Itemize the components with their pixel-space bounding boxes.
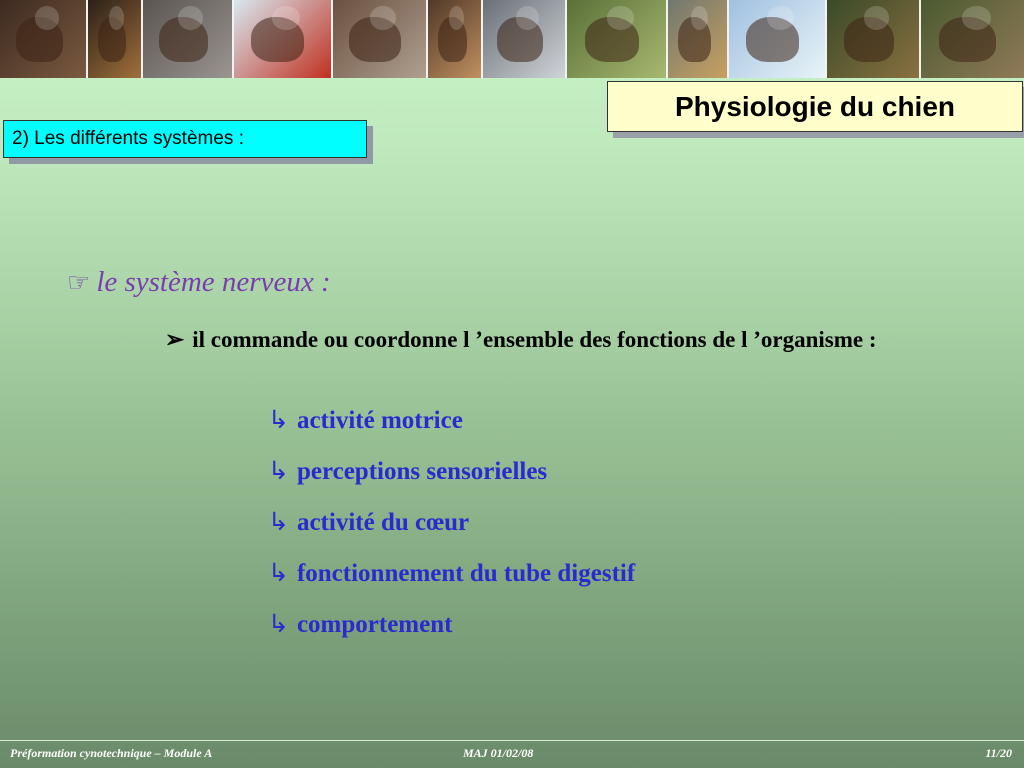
- arrowhead-bullet-icon: ➢: [165, 327, 185, 352]
- collapsed-building-photo: [143, 0, 234, 78]
- section-label-box: [3, 120, 367, 158]
- photo-strip: [0, 0, 1024, 78]
- topic-description: [165, 323, 885, 356]
- list-item: ↳ activité du cœur: [268, 509, 470, 536]
- curved-arrow-icon: ↳: [268, 509, 289, 536]
- field-search-photo: [567, 0, 668, 78]
- slide-title-box: [607, 81, 1023, 132]
- dog-training-photo: [428, 0, 482, 78]
- footer-divider: [0, 740, 1024, 741]
- debris-search-photo: [921, 0, 1024, 78]
- section-label: 2) Les différents systèmes :: [12, 128, 244, 149]
- avalanche-rescue-photo: [729, 0, 828, 78]
- curved-arrow-icon: ↳: [268, 407, 289, 434]
- rubble-search-dog-photo: [0, 0, 88, 78]
- rope-rescue-photo: [234, 0, 333, 78]
- slide-title: Physiologie du chien: [674, 90, 956, 122]
- topic-description-text: il commande ou coordonne l ’ensemble des fonctions de l ’organisme :: [192, 327, 877, 352]
- pointing-hand-icon: ☞: [67, 268, 91, 297]
- curved-arrow-icon: ↳: [268, 611, 289, 638]
- list-item: ↳ comportement: [268, 611, 453, 638]
- helicopter-photo: [483, 0, 568, 78]
- curved-arrow-icon: ↳: [268, 458, 289, 485]
- topic-heading: [67, 266, 331, 299]
- list-item: ↳ fonctionnement du tube digestif: [268, 560, 636, 587]
- footer-page-number: 11/20: [985, 746, 1012, 760]
- function-list: [268, 405, 635, 660]
- list-item: ↳ activité motrice: [268, 407, 463, 434]
- malinois-dog-photo: [668, 0, 729, 78]
- list-item: ↳ perceptions sensorielles: [268, 458, 548, 485]
- footer-date: MAJ 01/02/08: [463, 746, 534, 760]
- topic-heading-text: le système nerveux :: [96, 266, 331, 298]
- curved-arrow-icon: ↳: [268, 560, 289, 587]
- footer-course: Préformation cynotechnique – Module A: [10, 746, 213, 760]
- german-shepherd-puppy-photo: [88, 0, 142, 78]
- dog-handler-photo: [333, 0, 429, 78]
- forest-dog-photo: [827, 0, 920, 78]
